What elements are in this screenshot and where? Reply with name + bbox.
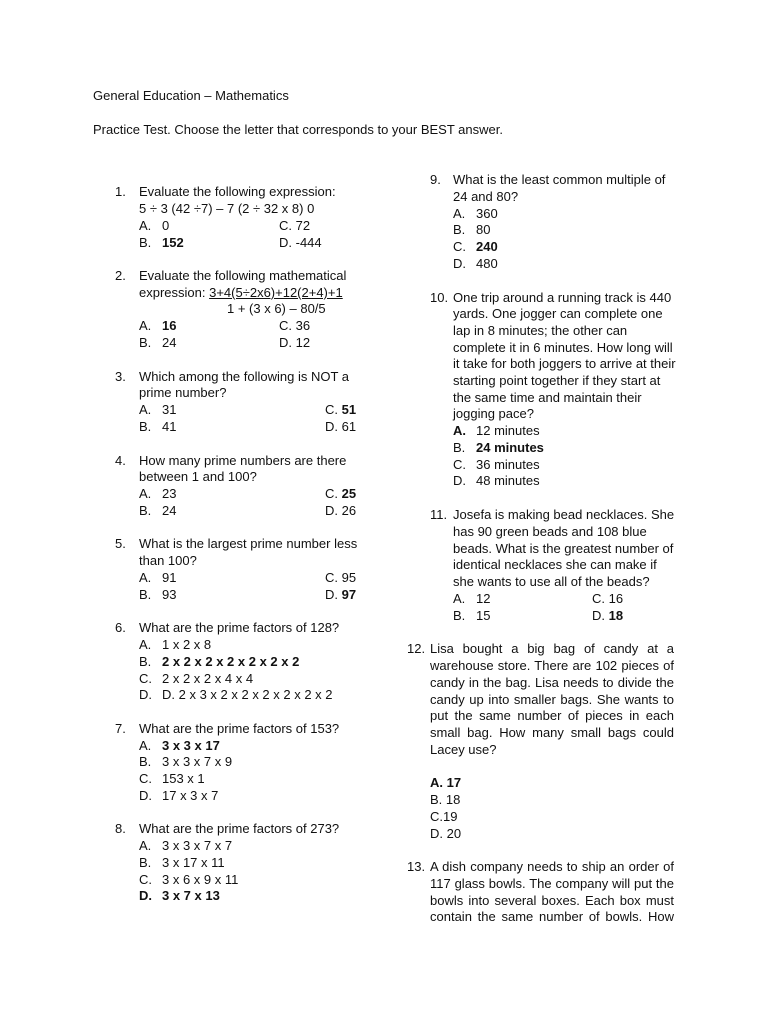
question-text: What are the prime factors of 153? — [139, 721, 340, 736]
choice-c: C. 16 — [592, 591, 624, 606]
question-number: 5. — [115, 536, 126, 551]
choice-letter-d: D. — [453, 473, 466, 488]
document-title: General Education – Mathematics — [93, 88, 289, 103]
choice-letter-b: B. — [139, 419, 152, 434]
choice-letter-a: A. — [139, 637, 152, 652]
question-text-cont: prime number? — [139, 385, 227, 400]
question-line: the same time and maintain their — [453, 390, 642, 405]
question-text: Evaluate the following expression: — [139, 184, 336, 199]
question-line: yards. One jogger can complete one — [453, 306, 663, 321]
choice-d: D. -444 — [279, 235, 322, 250]
choice-c: C. 72 — [279, 218, 311, 233]
instructions: Practice Test. Choose the letter that corresponds to your BEST answer. — [93, 122, 503, 137]
question-text: Evaluate the following mathematical — [139, 268, 347, 283]
choice-letter-b: B. — [139, 754, 152, 769]
choice-d: D. 12 — [279, 335, 311, 350]
choice-a: 3 x 3 x 7 x 7 — [162, 838, 233, 853]
choice-c-answer: 25 — [341, 486, 357, 501]
question-text-cont: between 1 and 100? — [139, 469, 257, 484]
fraction-numerator: 3+4(5÷2x6)+12(2+4)+1 — [209, 285, 343, 300]
choice-b: 24 — [162, 335, 177, 350]
choice-d-line — [592, 608, 623, 624]
choice-b-answer: 152 — [162, 235, 184, 250]
question-line: she wants to use all of the beads? — [453, 574, 650, 589]
choice-d: D. 2 x 3 x 2 x 2 x 2 x 2 x 2 x 2 — [162, 687, 333, 702]
question-number: 13. — [407, 859, 426, 874]
question-line: it take for both joggers to arrive at their — [453, 356, 676, 371]
question-text-cont: than 100? — [139, 553, 197, 568]
choice-d-answer: 3 x 7 x 13 — [162, 888, 220, 903]
question-text: What is the largest prime number less — [139, 536, 358, 551]
choice-d: D. 20 — [430, 826, 462, 841]
question-line: A dish company needs to ship an order of — [430, 859, 674, 874]
question-line: lap in 8 minutes; the other can — [453, 323, 628, 338]
choice-letter-b: B. — [139, 587, 152, 602]
question-line: small bag. How many small bags could — [430, 725, 674, 740]
choice-b: B. 18 — [430, 792, 461, 807]
choice-letter-b: B. — [139, 235, 152, 250]
choice-letter-b: B. — [139, 654, 152, 669]
choice-letter-c: C. — [453, 239, 466, 254]
question-number: 3. — [115, 369, 126, 384]
choice-b: 41 — [162, 419, 177, 434]
choice-letter-c: C. — [139, 872, 152, 887]
question-line: warehouse store. There are 102 pieces of — [430, 658, 674, 673]
choice-d-answer: 18 — [608, 608, 624, 623]
question-number: 11. — [430, 507, 448, 522]
question-line: beads. What is the greatest number of — [453, 541, 674, 556]
choice-a-answer: 17 — [446, 775, 462, 790]
choice-letter-a: A. — [139, 402, 152, 417]
choice-letter-b: B. — [139, 335, 152, 350]
question-text: How many prime numbers are there — [139, 453, 347, 468]
question-line: One trip around a running track is 440 — [453, 290, 672, 305]
choice-a: 0 — [162, 218, 170, 233]
question-line: put the same number of pieces in each — [430, 708, 674, 723]
choice-b-answer: 2 x 2 x 2 x 2 x 2 x 2 x 2 — [162, 654, 300, 669]
choice-letter-d: D. — [139, 687, 152, 702]
choice-letter-a: A. — [453, 591, 466, 606]
question-text: Which among the following is NOT a — [139, 369, 350, 384]
choice-c-line — [325, 486, 356, 502]
question-line: identical necklaces she can make if — [453, 557, 657, 572]
question-line: Josefa is making bead necklaces. She — [453, 507, 675, 522]
choice-letter-a: A. — [139, 486, 152, 501]
question-text-cont: expression: — [139, 285, 210, 300]
question-line: 117 glass bowls. The company will put the — [430, 876, 674, 891]
choice-b: 93 — [162, 587, 177, 602]
choice-letter-c: C. — [325, 402, 342, 417]
choice-c-answer: 240 — [476, 239, 498, 254]
choice-letter-a: A. — [430, 775, 443, 790]
choice-letter-c: C. — [453, 457, 466, 472]
choice-letter-d: D. — [592, 608, 609, 623]
choice-letter-a: A. — [139, 318, 152, 333]
choice-a-answer: 16 — [162, 318, 177, 333]
choice-d: 480 — [476, 256, 498, 271]
question-number: 8. — [115, 821, 126, 836]
question-expression: 5 ÷ 3 (42 ÷7) – 7 (2 ÷ 32 x 8) 0 — [139, 201, 315, 216]
choice-a: 12 minutes — [476, 423, 540, 438]
choice-letter-b: B. — [453, 222, 466, 237]
choice-a-answer: 3 x 3 x 17 — [162, 738, 220, 753]
question-line: has 90 green beads and 108 blue — [453, 524, 647, 539]
choice-letter-a: A. — [139, 570, 152, 585]
choice-letter-a: A. — [139, 738, 152, 753]
choice-d: 17 x 3 x 7 — [162, 788, 219, 803]
question-number: 12. — [407, 641, 426, 656]
question-number: 10. — [430, 290, 449, 305]
choice-letter-d: D. — [139, 788, 152, 803]
question-line: jogging pace? — [453, 406, 534, 421]
choice-letter-b: B. — [453, 608, 466, 623]
question-number: 1. — [115, 184, 126, 199]
choice-letter-c: C. — [139, 771, 152, 786]
choice-c: 36 minutes — [476, 457, 540, 472]
choice-letter-a: A. — [139, 838, 152, 853]
choice-b: 3 x 3 x 7 x 9 — [162, 754, 233, 769]
choice-letter-c: C. — [325, 486, 342, 501]
choice-b: 24 — [162, 503, 177, 518]
choice-d: 48 minutes — [476, 473, 540, 488]
choice-d: D. 26 — [325, 503, 357, 518]
question-text: What are the prime factors of 128? — [139, 620, 340, 635]
question-number: 4. — [115, 453, 126, 468]
choice-c-answer: 51 — [341, 402, 357, 417]
choice-a: 12 — [476, 591, 491, 606]
question-line: starting point together if they start at — [453, 373, 661, 388]
choice-c-line — [325, 402, 356, 418]
choice-letter-d: D. — [325, 587, 342, 602]
question-line: candy in the bag. Lisa needs to divide the — [430, 675, 674, 690]
choice-a: 360 — [476, 206, 498, 221]
choice-c: C.19 — [430, 809, 458, 824]
choice-letter-b: B. — [139, 503, 152, 518]
question-expression-line — [139, 285, 343, 301]
choice-d: D. 61 — [325, 419, 357, 434]
choice-letter-d: D. — [453, 256, 466, 271]
question-number: 9. — [430, 172, 441, 187]
question-text: What are the prime factors of 273? — [139, 821, 340, 836]
choice-c: 2 x 2 x 2 x 4 x 4 — [162, 671, 254, 686]
choice-letter-b: B. — [139, 855, 152, 870]
question-text-cont: 24 and 80? — [453, 189, 519, 204]
choice-d-line — [325, 587, 356, 603]
choice-c: 3 x 6 x 9 x 11 — [162, 872, 239, 887]
question-line: contain the same number of bowls. How — [430, 909, 674, 924]
choice-c: 153 x 1 — [162, 771, 205, 786]
choice-letter-a: A. — [453, 423, 466, 438]
choice-a: 1 x 2 x 8 — [162, 637, 212, 652]
question-line: candy up into smaller bags. She wants to — [430, 692, 674, 707]
choice-c: C. 36 — [279, 318, 311, 333]
question-line: bowls into several boxes. Each box must — [430, 893, 674, 908]
choice-letter-a: A. — [139, 218, 152, 233]
choice-a-line — [430, 775, 461, 791]
choice-d-answer: 97 — [341, 587, 357, 602]
choice-a: 91 — [162, 570, 177, 585]
question-line: complete it in 6 minutes. How long will — [453, 340, 673, 355]
choice-b: 15 — [476, 608, 491, 623]
choice-letter-b: B. — [453, 440, 466, 455]
question-number: 2. — [115, 268, 126, 283]
question-line: Lisa bought a big bag of candy at a — [430, 641, 674, 656]
choice-b: 3 x 17 x 11 — [162, 855, 225, 870]
choice-a: 23 — [162, 486, 177, 501]
choice-c: C. 95 — [325, 570, 357, 585]
choice-letter-c: C. — [139, 671, 152, 686]
choice-b: 80 — [476, 222, 491, 237]
question-line: Lacey use? — [430, 742, 497, 757]
question-number: 7. — [115, 721, 126, 736]
fraction-denominator: 1 + (3 x 6) – 80/5 — [227, 301, 326, 316]
choice-letter-d: D. — [139, 888, 152, 903]
question-text: What is the least common multiple of — [453, 172, 666, 187]
choice-letter-a: A. — [453, 206, 466, 221]
question-number: 6. — [115, 620, 126, 635]
choice-a: 31 — [162, 402, 177, 417]
choice-b-answer: 24 minutes — [476, 440, 544, 455]
